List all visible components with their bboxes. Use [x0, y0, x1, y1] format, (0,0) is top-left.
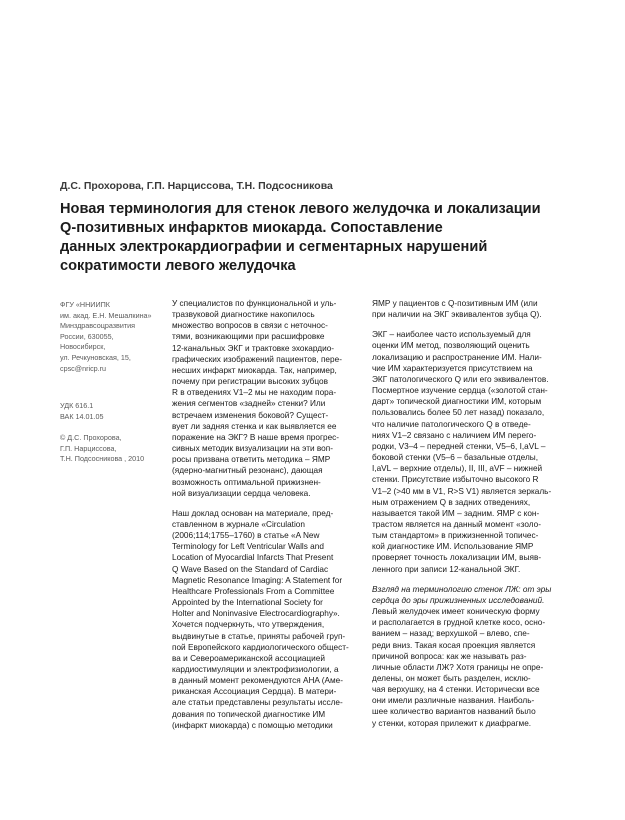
text-line: им. акад. Е.Н. Мешалкина»: [60, 310, 152, 320]
text-line: ванием – назад; верхушкой – влево, спе-: [372, 629, 530, 639]
text-line: У специалистов по функциональной и уль-: [172, 299, 337, 308]
text-line: проверяет точность локализации ИМ, выяв-: [372, 553, 542, 563]
text-line: локализацию и распространение ИМ. Нали-: [372, 352, 542, 362]
text-line: Appointed by the International Society for: [172, 598, 323, 608]
text-line: R в отведениях V1–2 мы не находим пора-: [172, 388, 337, 398]
text-line: при наличии на ЭКГ эквивалентов зубца Q).: [372, 310, 542, 320]
text-line: Хочется подчеркнуть, что утверждения,: [172, 620, 325, 630]
text-line: личные области ЛЖ? Хотя границы не опре-: [372, 662, 544, 672]
text-line: кардиостимуляции и электрофизиологии, а: [172, 665, 339, 674]
text-line: Holter and Noninvasive Electrocardiography».: [172, 609, 340, 619]
text-line: чая верхушку, на 4 стенки. Исторически все: [372, 685, 540, 695]
text-line: V1–2 (>40 мм в V1, R>S V1) является зеркаль-: [372, 486, 552, 496]
text-line: что наличие патологического Q в отведе-: [372, 419, 531, 429]
paragraph: [372, 606, 572, 729]
text-line: Минздравсоцразвития: [60, 321, 136, 331]
text-line: жения сегментов «задней» стенки? Или: [172, 399, 326, 409]
paragraph: [372, 329, 572, 574]
text-line: Terminology for Left Ventricular Walls and: [172, 542, 324, 552]
text-line: России, 630055,: [60, 331, 114, 341]
text-line: Новая терминология для стенок левого желудочка и локализации: [60, 201, 541, 217]
text-line: сердца до эры прижизненных исследований.: [372, 595, 545, 605]
text-line: встречаем изменения боковой? Сущест-: [172, 410, 329, 420]
column-1: [172, 298, 362, 731]
text-line: поражение на ЭКГ? В наше время прогрес-: [172, 432, 340, 442]
text-line: боковой стенки (V5–6 – базальные отделы,: [372, 453, 538, 463]
text-line: они имели различные названия. Наиболь-: [372, 696, 535, 706]
text-line: почему при регистрации высоких зубцов: [172, 377, 328, 387]
text-line: у стенки, которая прилежит к диафрагме.: [372, 718, 532, 728]
text-line: делены, он может быть разделен, исклю-: [372, 674, 531, 683]
text-line: ЭКГ патологического Q или его эквивалентов.: [372, 374, 549, 384]
text-line: дарт» топической диагностики ИМ, которым: [372, 397, 542, 407]
text-line: пользовались более 50 лет назад) показало,: [372, 408, 545, 418]
text-line: вует ли задняя стенка и как выявляется ее: [172, 421, 337, 431]
text-line: риканская Ассоциация Сердца). В матери-: [172, 687, 337, 697]
text-line: возможность оптимальной прижизнен-: [172, 477, 321, 487]
article-title: [60, 200, 570, 276]
paragraph: [172, 508, 362, 731]
text-line: Новосибирск,: [60, 342, 106, 352]
text-line: выдвинутые в статье, приняты рабочей груп-: [172, 631, 346, 641]
text-line: причиной вопроса: как же называть раз-: [372, 651, 527, 661]
text-line: трастом является на данный момент «золо-: [372, 519, 542, 529]
text-line: чие ИМ характеризуется присутствием на: [372, 363, 533, 373]
text-line: Т.Н. Подсосникова , 2010: [60, 454, 145, 464]
text-line: реди вниз. Такая косая проекция является: [372, 640, 536, 650]
text-line: але статьи представлены результаты иссле-: [172, 698, 343, 708]
text-line: пой Европейского кардиологического общест-: [172, 642, 349, 652]
text-line: дования по топической диагностике ИМ: [172, 709, 326, 719]
text-line: сивных методик визуализации на эти воп-: [172, 444, 333, 454]
text-line: ниях V1–2 связано с наличием ИМ перего-: [372, 430, 537, 440]
text-line: оценки ИМ метод, позволяющий оценить: [372, 341, 530, 351]
paragraph: [372, 298, 572, 320]
text-line: Посмертное изучение сердца («золотой стан-: [372, 386, 548, 396]
paragraph: [172, 298, 362, 499]
text-line: тым стандартом» в прижизненной топичес-: [372, 531, 539, 541]
text-line: росы призвана ответить методика – ЯМР: [172, 455, 331, 465]
text-line: Г.П. Нарциссова,: [60, 443, 117, 453]
text-line: ВАК 14.01.05: [60, 411, 104, 421]
udk-codes: [60, 401, 170, 422]
text-line: (инфаркт миокарда) с помощью методики: [172, 720, 333, 730]
copyright: [60, 433, 170, 465]
text-line: сократимости левого желудочка: [60, 258, 296, 274]
text-line: cpsc@nricp.ru: [60, 363, 107, 373]
text-line: Magnetic Resonance Imaging: A Statement for: [172, 575, 343, 585]
text-line: ЭКГ – наиболее часто используемый для: [372, 330, 531, 340]
text-line: Взгляд на терминологию стенок ЛЖ: от эры: [372, 584, 552, 594]
text-line: (2006;114;1755–1760) в статье «A New: [172, 531, 320, 541]
text-line: Location of Myocardial Infarcts That Present: [172, 553, 334, 563]
text-line: Наш доклад основан на материале, пред-: [172, 508, 334, 518]
text-line: шее количество вариантов названий было: [372, 707, 536, 717]
text-line: тями, возникающими при расшифровке: [172, 332, 325, 342]
text-line: ным отражением Q в задних отведениях,: [372, 497, 531, 507]
text-line: данных электрокардиографии и сегментарных нарушений: [60, 239, 488, 255]
text-line: (ядерно-магнитный резонанс), дающая: [172, 466, 323, 476]
text-line: несших инфаркт миокарда. Так, например,: [172, 365, 337, 375]
text-line: графических изображений пациентов, пере-: [172, 354, 342, 364]
affiliation: [60, 300, 170, 374]
text-line: ленного при записи 12-канальной ЭКГ.: [372, 564, 521, 574]
text-line: ЯМР у пациентов с Q-позитивным ИМ (или: [372, 299, 538, 308]
text-line: ставленном в журнале «Circulation: [172, 519, 305, 529]
text-line: стенки. Присутствие избыточно высокого R: [372, 475, 539, 485]
text-line: Q-позитивных инфарктов миокарда. Сопоставление: [60, 220, 443, 236]
section-heading-italic: [372, 584, 572, 606]
text-line: I,aVL – верхние отделы), II, III, aVF – нижней: [372, 464, 543, 474]
text-line: ва и Североамериканской ассоциацией: [172, 653, 325, 663]
authors: Д.С. Прохорова, Г.П. Нарциссова, Т.Н. Подсосникова: [60, 180, 333, 192]
text-line: тразвуковой диагностике накопилось: [172, 310, 315, 320]
text-line: ной визуализации сердца человека.: [172, 488, 311, 498]
text-line: Левый желудочек имеет коническую форму: [372, 607, 540, 617]
text-line: ул. Речкуновская, 15,: [60, 352, 131, 362]
text-line: множество вопросов в связи с неточнос-: [172, 321, 328, 331]
text-line: и располагается в грудной клетке косо, осно-: [372, 618, 546, 628]
text-line: Q Wave Based on the Standard of Cardiac: [172, 564, 329, 574]
text-line: ФГУ «ННИИПК: [60, 300, 110, 309]
text-line: кой диагностике ИМ. Использование ЯМР: [372, 542, 534, 552]
column-2: [372, 298, 572, 729]
text-line: родки, V3–4 – передней стенки, V5–6, I,aVL –: [372, 441, 546, 451]
text-line: УДК 616.1: [60, 401, 94, 410]
text-line: 12-канальных ЭКГ и трактовке эхокардио-: [172, 343, 335, 353]
text-line: называется такой ИМ – задним. ЯМР с кон-: [372, 508, 540, 518]
text-line: в данный момент рекомендуются AHA (Аме-: [172, 676, 344, 686]
text-line: © Д.С. Прохорова,: [60, 433, 122, 442]
text-line: Healthcare Professionals From a Committee: [172, 586, 335, 596]
